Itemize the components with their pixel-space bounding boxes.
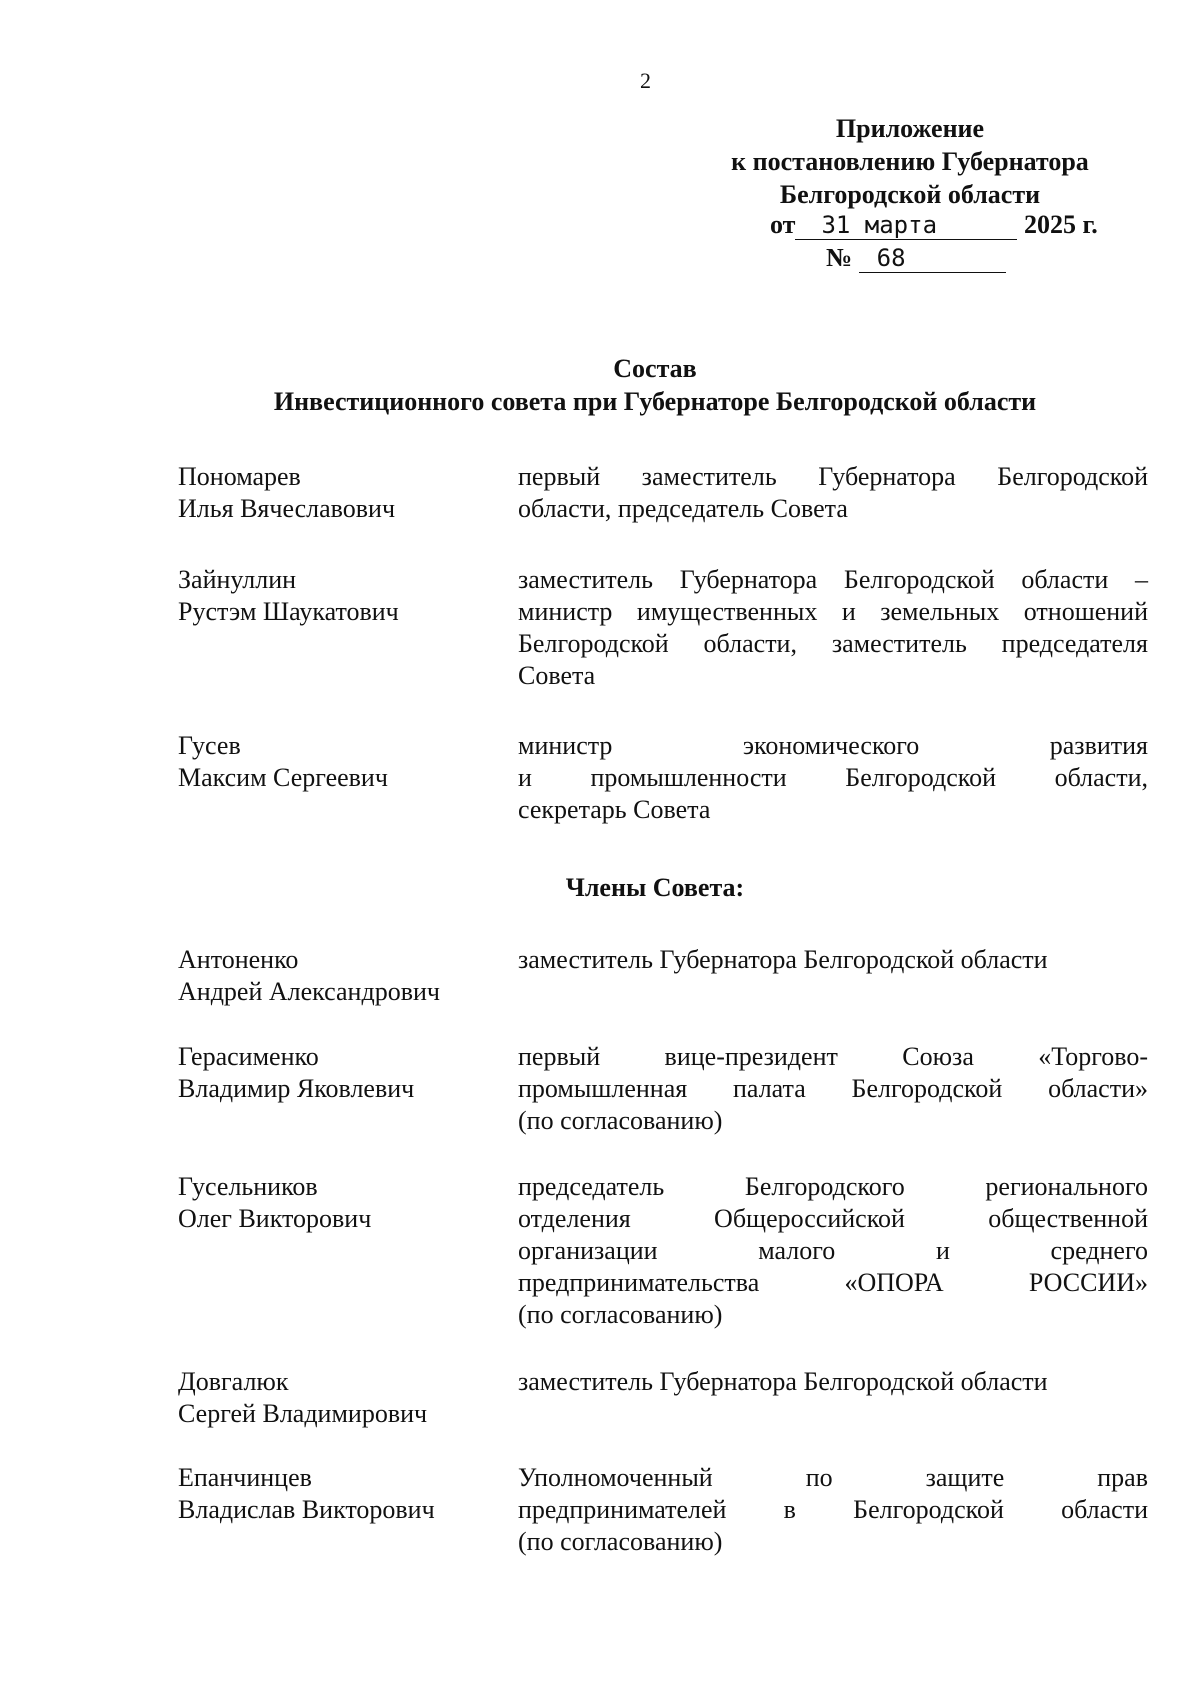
person-given-name: Сергей Владимирович (178, 1399, 428, 1428)
person-role (518, 1366, 1148, 1398)
role-line: и промышленности Белгородской области, (518, 763, 1148, 792)
role-line: министр экономического развития (518, 731, 1148, 760)
document-title (0, 352, 1200, 418)
role-line: первый заместитель Губернатора Белгородской (518, 462, 1148, 491)
person-name (178, 1462, 508, 1526)
title-line-1: Состав (613, 354, 697, 383)
number-prefix: № (826, 243, 853, 272)
person-name (178, 564, 508, 628)
person-given-name: Илья Вячеславович (178, 494, 396, 523)
appendix-reference: к постановлению Губернатора (731, 147, 1089, 176)
role-line: Совета (518, 661, 596, 690)
role-line: предпринимателей в Белгородской области (518, 1495, 1148, 1524)
role-line: (по согласованию) (518, 1527, 723, 1556)
person-surname: Епанчинцев (178, 1463, 312, 1492)
person-surname: Довгалюк (178, 1367, 289, 1396)
role-line: (по согласованию) (518, 1106, 723, 1135)
person-surname: Герасименко (178, 1042, 319, 1071)
appendix-title: Приложение (835, 114, 985, 143)
person-role (518, 461, 1148, 525)
person-given-name: Владимир Яковлевич (178, 1074, 415, 1103)
person-role (518, 1462, 1148, 1558)
person-role (518, 1041, 1148, 1137)
appendix-date-line (770, 210, 1098, 240)
role-line: предпринимательства «ОПОРА РОССИИ» (518, 1268, 1148, 1297)
appendix-header (700, 112, 1120, 211)
person-given-name: Рустэм Шаукатович (178, 597, 399, 626)
role-line: промышленная палата Белгородской области» (518, 1074, 1148, 1103)
number-value: 68 (859, 245, 1006, 273)
date-value: 31 марта (795, 212, 1017, 240)
date-suffix: 2025 г. (1023, 210, 1098, 239)
role-line: области, председатель Совета (518, 494, 848, 523)
role-line: заместитель Губернатора Белгородской области (518, 945, 1048, 974)
role-line: Белгородской области, заместитель председателя (518, 629, 1148, 658)
title-line-2: Инвестиционного совета при Губернаторе Белгородской области (273, 387, 1037, 416)
person-name (178, 1366, 508, 1430)
role-line: министр имущественных и земельных отношений (518, 597, 1148, 626)
person-name (178, 1041, 508, 1105)
page-number: 2 (640, 68, 651, 93)
person-surname: Пономарев (178, 462, 301, 491)
role-line: отделения Общероссийской общественной (518, 1204, 1148, 1233)
person-name (178, 730, 508, 794)
role-line: секретарь Совета (518, 795, 711, 824)
person-role (518, 1171, 1148, 1331)
person-role (518, 730, 1148, 826)
person-role (518, 564, 1148, 692)
person-given-name: Максим Сергеевич (178, 763, 388, 792)
role-line: Уполномоченный по защите прав (518, 1463, 1148, 1492)
person-role (518, 944, 1148, 976)
person-surname: Гусельников (178, 1172, 318, 1201)
person-name (178, 944, 508, 1008)
appendix-region: Белгородской области (779, 180, 1041, 209)
person-given-name: Андрей Александрович (178, 977, 440, 1006)
role-line: первый вице-президент Союза «Торгово- (518, 1042, 1148, 1071)
person-surname: Зайнуллин (178, 565, 297, 594)
role-line: заместитель Губернатора Белгородской области (518, 1367, 1048, 1396)
person-name (178, 1171, 508, 1235)
person-name (178, 461, 508, 525)
person-given-name: Олег Викторович (178, 1204, 372, 1233)
person-surname: Антоненко (178, 945, 299, 974)
person-given-name: Владислав Викторович (178, 1495, 435, 1524)
role-line: заместитель Губернатора Белгородской области – (518, 565, 1148, 594)
date-prefix: от (770, 210, 796, 239)
role-line: председатель Белгородского регионального (518, 1172, 1148, 1201)
role-line: (по согласованию) (518, 1300, 723, 1329)
appendix-number-line (826, 243, 1006, 273)
members-heading: Члены Совета: (565, 873, 745, 902)
person-surname: Гусев (178, 731, 241, 760)
role-line: организации малого и среднего (518, 1236, 1148, 1265)
